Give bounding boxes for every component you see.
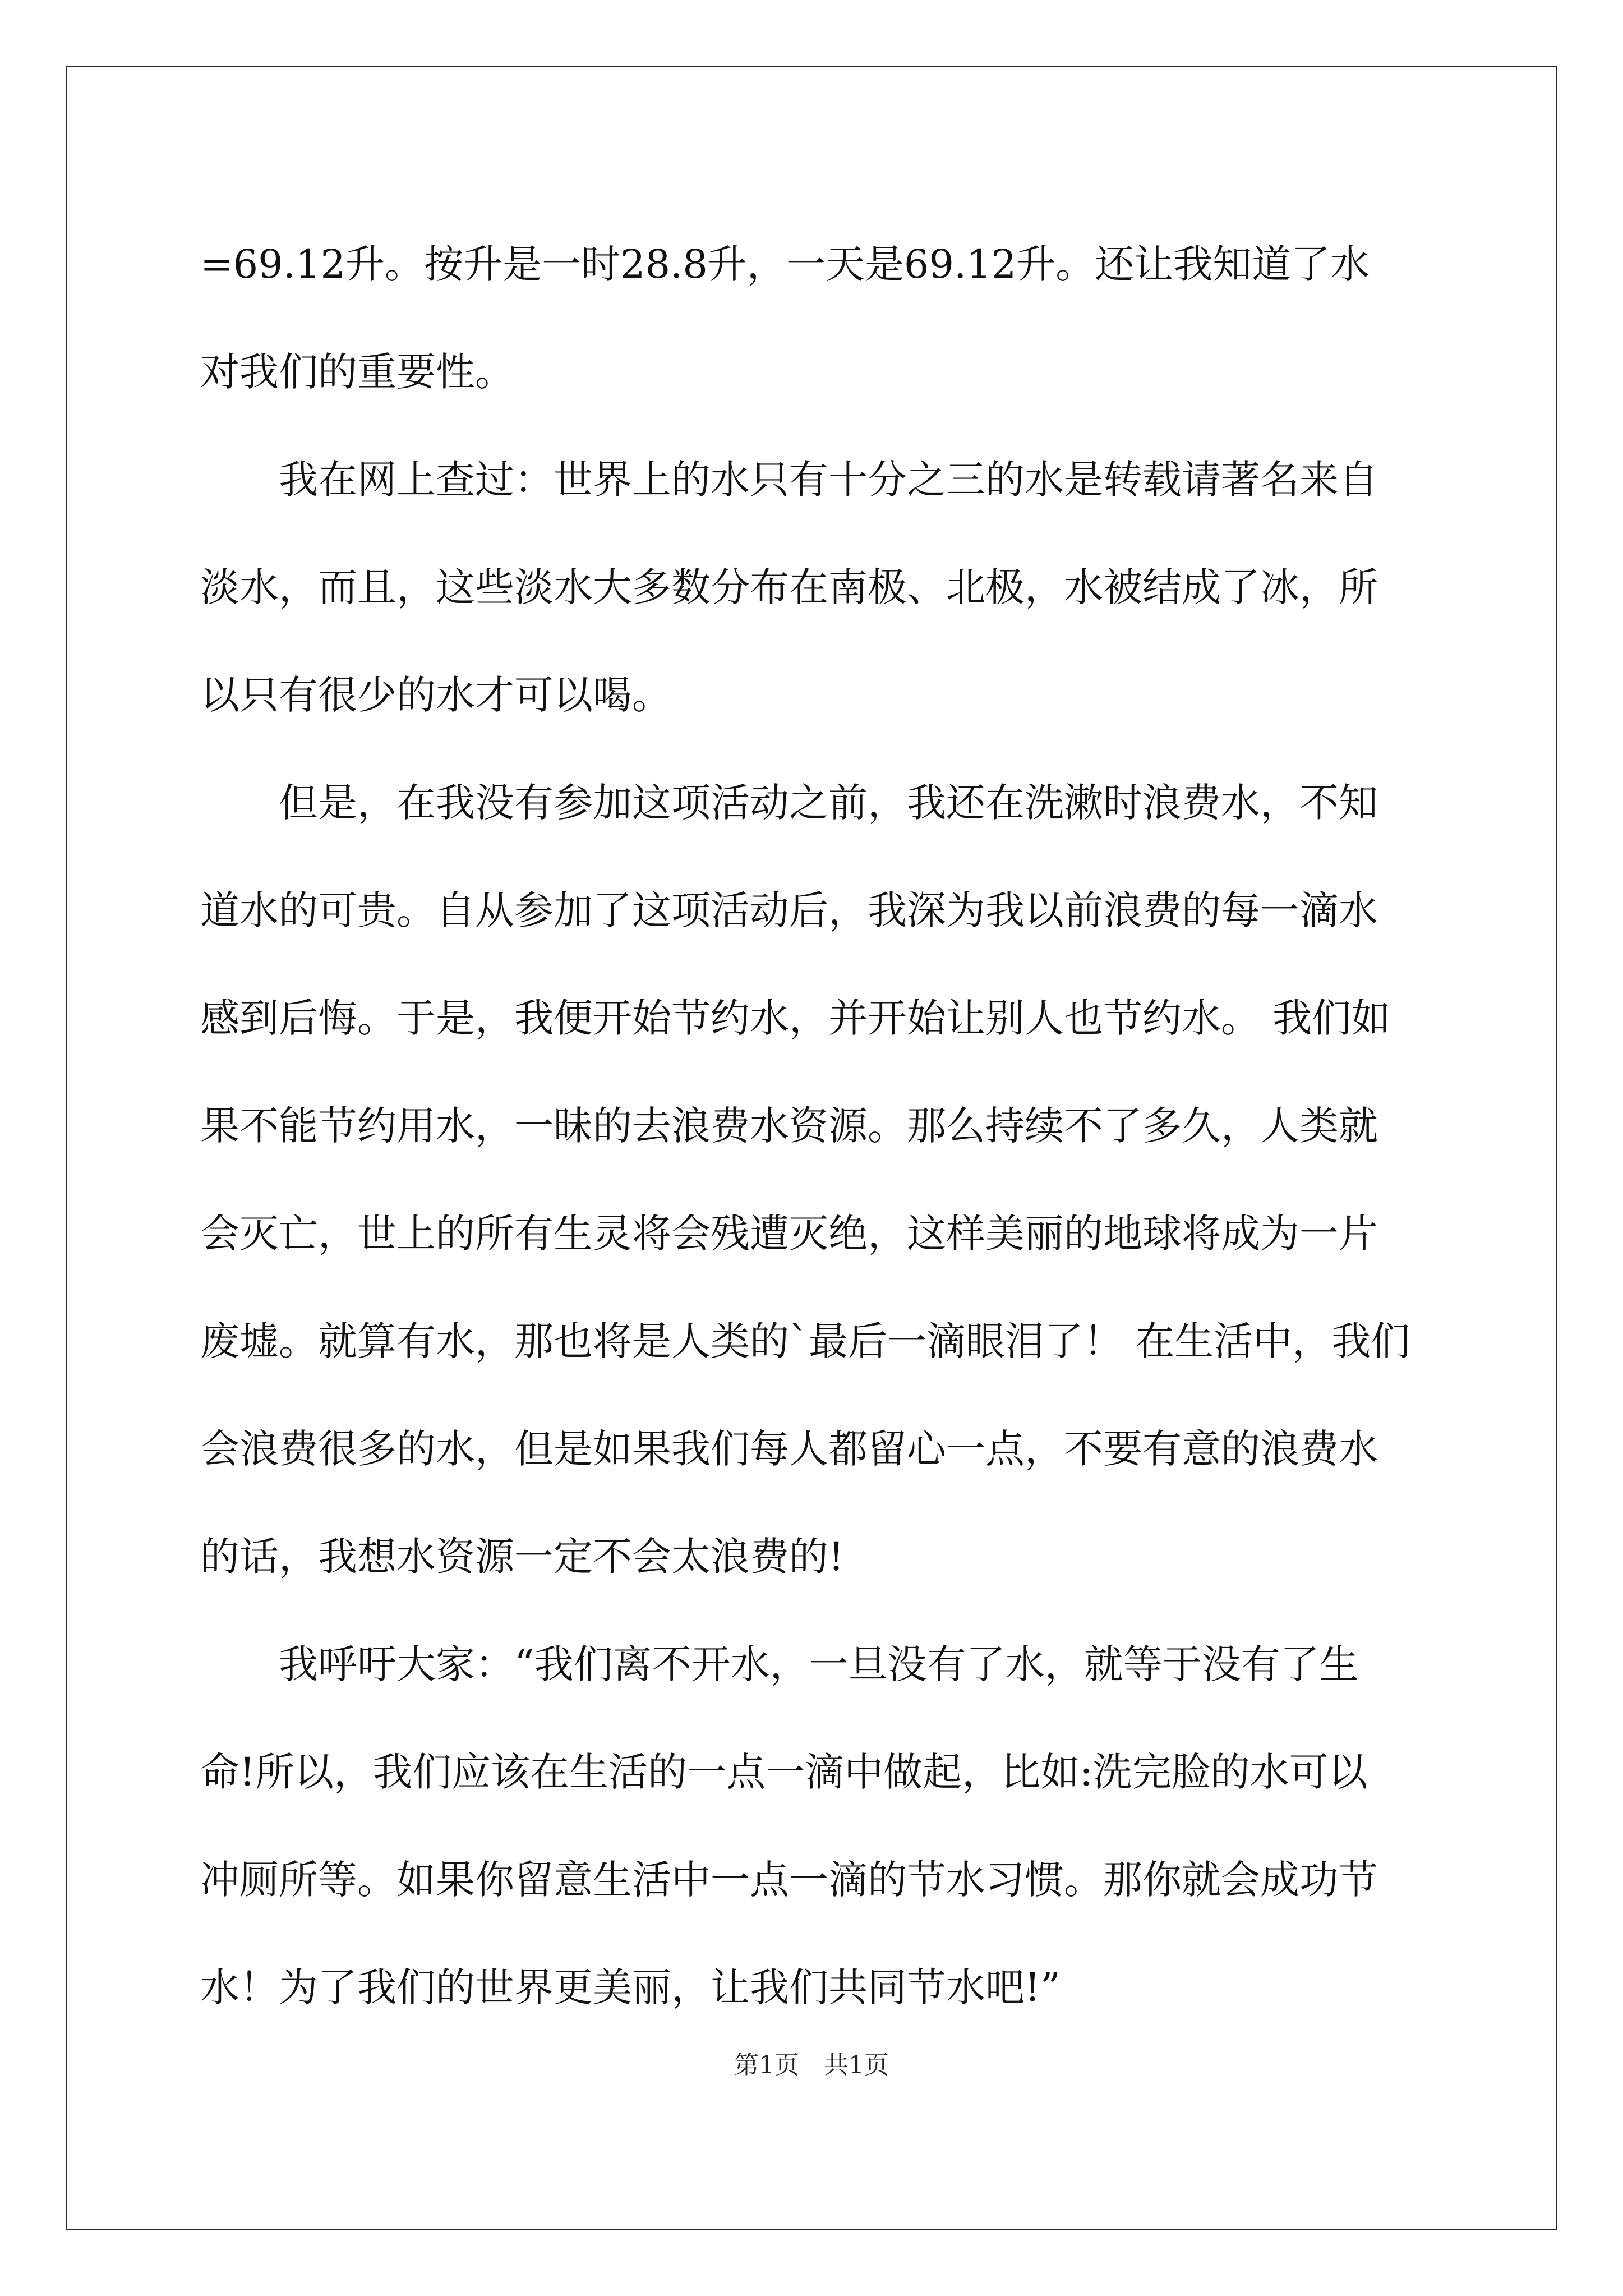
text-line-10: 会灭亡，世上的所有生灵将会残遭灭绝，这样美丽的地球将成为一片 [200, 1211, 1378, 1257]
text-line-9: 果不能节约用水，一昧的去浪费水资源。那么持续不了多久，人类就 [200, 1103, 1378, 1149]
text-line-16: 冲厕所等。如果你留意生活中一点一滴的节水习惯。那你就会成功节 [200, 1857, 1378, 1903]
text-line-1: =69.12升。按升是一时28.8升，一天是69.12升。还让我知道了水 [200, 241, 1370, 287]
text-line-12: 会浪费很多的水，但是如果我们每人都留心一点，不要有意的浪费水 [200, 1426, 1378, 1472]
page-number-label: 第1页 共1页 [734, 2051, 889, 2079]
document-body [200, 210, 1423, 2041]
text-line-11: 废墟。就算有水，那也将是人类的`最后一滴眼泪了！ 在生活中，我们 [200, 1318, 1410, 1364]
text-line-15: 命!所以，我们应该在生活的一点一滴中做起，比如:洗完脸的水可以 [200, 1749, 1368, 1795]
text-line-8: 感到后悔。于是，我便开始节约水，并开始让别人也节约水。 我们如 [200, 995, 1391, 1041]
text-line-3: 我在网上查过：世界上的水只有十分之三的水是转载请著名来自 [200, 457, 1378, 503]
text-line-2: 对我们的重要性。 [200, 349, 514, 395]
text-line-14: 我呼吁大家：“我们离不开水，一旦没有了水，就等于没有了生 [200, 1641, 1359, 1687]
text-line-13: 的话，我想水资源一定不会太浪费的! [200, 1534, 845, 1580]
text-line-7: 道水的可贵。自从参加了这项活动后，我深为我以前浪费的每一滴水 [200, 887, 1378, 933]
text-line-6: 但是，在我没有参加这项活动之前，我还在洗漱时浪费水，不知 [200, 780, 1378, 826]
text-line-17: 水！为了我们的世界更美丽，让我们共同节水吧!” [200, 1964, 1061, 2010]
page-footer [0, 2049, 1623, 2082]
text-line-5: 以只有很少的水才可以喝。 [200, 672, 671, 718]
text-line-4: 淡水，而且，这些淡水大多数分布在南极、北极，水被结成了冰，所 [200, 564, 1378, 610]
